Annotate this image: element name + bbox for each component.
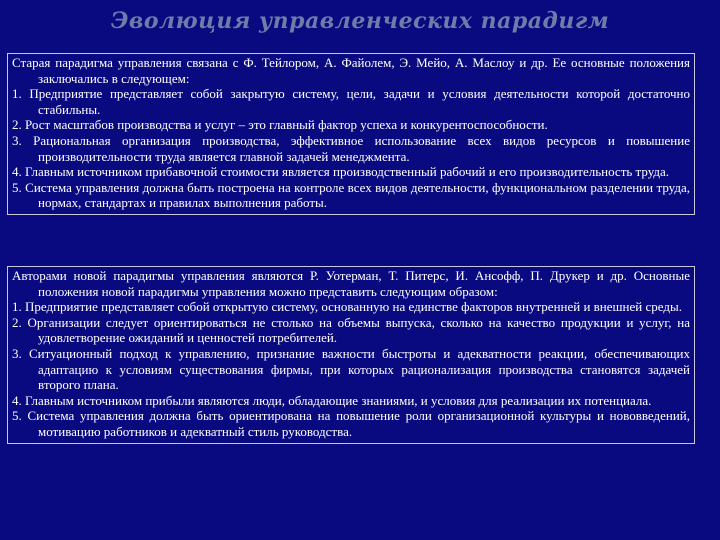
old-paradigm-intro: Старая парадигма управления связана с Ф. Тейлором, А. Файолем, Э. Мейо, А. Маслоу и др. Ее основные положения заключались в следующем: [12,55,690,86]
old-paradigm-item: 2. Рост масштабов производства и услуг – это главный фактор успеха и конкурентоспособности. [12,117,548,133]
old-paradigm-item: 5. Система управления должна быть построена на контроле всех видов деятельности, функциональном разделении труда, нормах, стандартах и правилах выполнения работы. [12,179,690,211]
new-paradigm-item: 2. Организации следует ориентироваться не столько на объемы выпуска, сколько на качество продукции и услуг, на удовлетворение ожиданий и ценностей потребителей. [12,314,690,346]
new-paradigm-intro: Авторами новой парадигмы управления являются Р. Уотерман, Т. Питерс, И. Ансофф, П. Друкер и др. Основные положения новой парадигмы управления можно представить следующим образом: [12,268,690,299]
new-paradigm-item: 5. Система управления должна быть ориентирована на повышение роли организационной культуры и нововведений, мотивацию работников и адекватный стиль руководства. [12,408,690,439]
new-paradigm-item: 1. Предприятие представляет собой открытую систему, основанную на единстве факторов внутренней и внешней среды. [12,299,682,315]
old-paradigm-block [7,53,695,215]
old-paradigm-item: 4. Главным источником прибавочной стоимости является производственный рабочий и его производительность труда. [12,164,670,180]
old-paradigm-item: 3. Рациональная организация производства, эффективное использование всех видов ресурсов и повышение производительности труда является главной задачей менеджмента. [12,132,690,164]
new-paradigm-block [7,266,695,444]
new-paradigm-item: 3. Ситуационный подход к управлению, признание важности быстроты и адекватности реакции, обеспечивающих адаптацию к условиям существования фирмы, при которых рационализация производства становятся задачей второго плана. [12,345,690,393]
new-paradigm-item: 4. Главным источником прибыли являются люди, обладающие знаниями, и условия для реализации их потенциала. [12,392,652,408]
old-paradigm-item: 1. Предприятие представляет собой закрытую систему, цели, задачи и условия деятельности которой достаточно стабильны. [12,86,690,117]
slide-title: Эволюция управленческих парадигм [110,8,610,34]
